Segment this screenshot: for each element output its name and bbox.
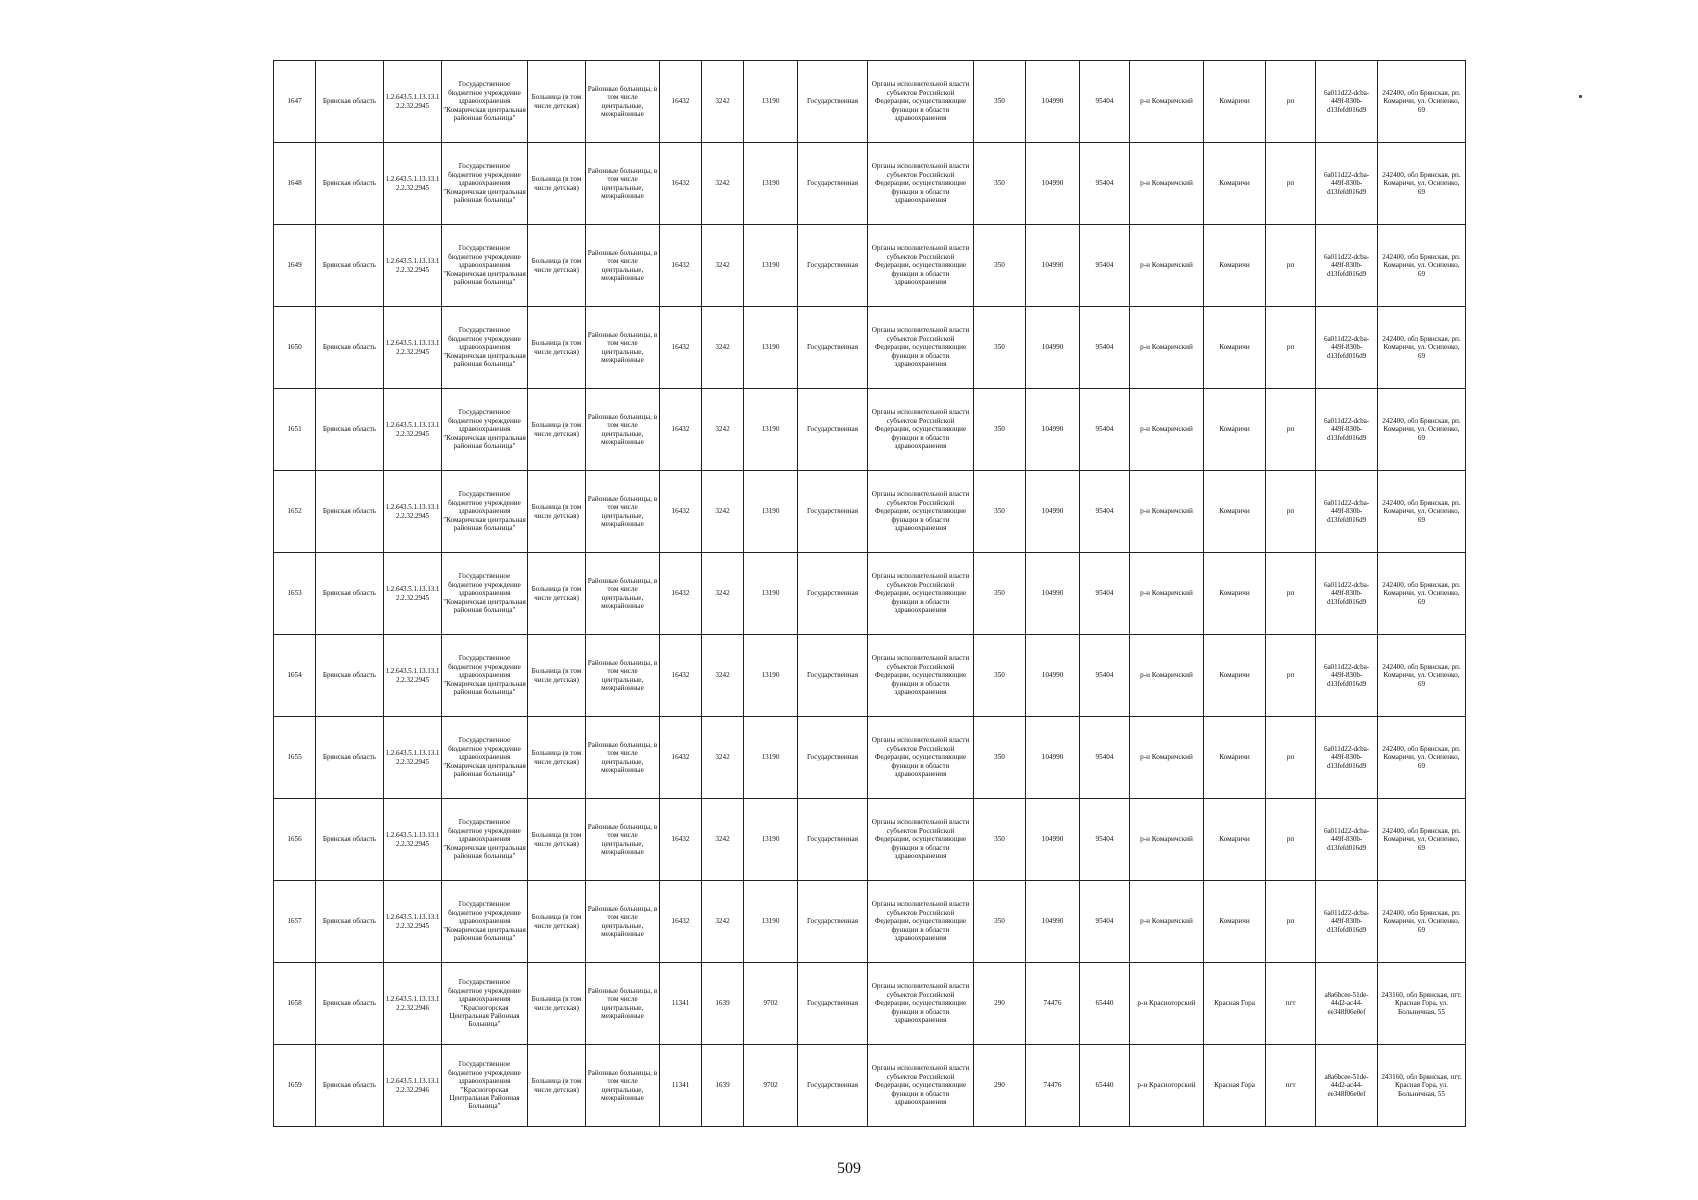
value-6-cell: 95404	[1080, 143, 1130, 225]
facility-kind-cell: Районные больницы, в том числе центральные, межрайонные	[586, 225, 660, 307]
address-cell: 242400, обл Брянская, рп. Комаричи, ул. Осипенко, 69	[1378, 307, 1466, 389]
value-4-cell: 350	[974, 717, 1026, 799]
value-1-cell: 16432	[660, 143, 702, 225]
table-body	[274, 61, 1466, 1127]
registry-code-cell: 1.2.643.5.1.13.13.12.2.32.2946	[384, 963, 442, 1045]
authority-cell: Органы исполнительной власти субъектов Российской Федерации, осуществляющие функции в области здравоохранения	[868, 963, 974, 1045]
locality-type-cell: рп	[1266, 553, 1316, 635]
organization-name-cell: Государственное бюджетное учреждение здравоохранения "Красногорская Центральная Районная Больница"	[442, 1045, 528, 1127]
ownership-cell: Государственная	[798, 553, 868, 635]
locality-cell: Комаричи	[1204, 635, 1266, 717]
value-3-cell: 13190	[744, 389, 798, 471]
facility-type-cell: Больница (в том числе детская)	[528, 881, 586, 963]
registry-code-cell: 1.2.643.5.1.13.13.12.2.32.2945	[384, 553, 442, 635]
district-cell: р-н Комаричский	[1130, 307, 1204, 389]
value-6-cell: 95404	[1080, 471, 1130, 553]
guid-cell: 6a011d22-dcba-449f-830b-d13fefd016d9	[1316, 471, 1378, 553]
locality-cell: Комаричи	[1204, 307, 1266, 389]
facility-type-cell: Больница (в том числе детская)	[528, 61, 586, 143]
ownership-cell: Государственная	[798, 963, 868, 1045]
address-cell: 242400, обл Брянская, рп. Комаричи, ул. Осипенко, 69	[1378, 471, 1466, 553]
facility-kind-cell: Районные больницы, в том числе центральные, межрайонные	[586, 799, 660, 881]
value-3-cell: 13190	[744, 307, 798, 389]
guid-cell: 6a011d22-dcba-449f-830b-d13fefd016d9	[1316, 717, 1378, 799]
table-row	[274, 553, 1466, 635]
row-number: 1647	[274, 61, 316, 143]
organization-name-cell: Государственное бюджетное учреждение здравоохранения "Красногорская Центральная Районная Больница"	[442, 963, 528, 1045]
row-number: 1655	[274, 717, 316, 799]
facility-kind-cell: Районные больницы, в том числе центральные, межрайонные	[586, 471, 660, 553]
guid-cell: 6a011d22-dcba-449f-830b-d13fefd016d9	[1316, 553, 1378, 635]
organization-name-cell: Государственное бюджетное учреждение здравоохранения "Комаричская центральная районная больница"	[442, 307, 528, 389]
value-3-cell: 9702	[744, 1045, 798, 1127]
locality-type-cell: рп	[1266, 881, 1316, 963]
row-number: 1651	[274, 389, 316, 471]
value-6-cell: 95404	[1080, 553, 1130, 635]
facility-kind-cell: Районные больницы, в том числе центральные, межрайонные	[586, 635, 660, 717]
region-cell: Брянская область	[316, 635, 384, 717]
value-1-cell: 11341	[660, 963, 702, 1045]
registry-code-cell: 1.2.643.5.1.13.13.12.2.32.2945	[384, 143, 442, 225]
district-cell: р-н Комаричский	[1130, 389, 1204, 471]
organization-name-cell: Государственное бюджетное учреждение здравоохранения "Комаричская центральная районная больница"	[442, 61, 528, 143]
region-cell: Брянская область	[316, 553, 384, 635]
facility-type-cell: Больница (в том числе детская)	[528, 143, 586, 225]
locality-type-cell: рп	[1266, 143, 1316, 225]
row-number: 1652	[274, 471, 316, 553]
value-3-cell: 13190	[744, 143, 798, 225]
region-cell: Брянская область	[316, 799, 384, 881]
guid-cell: a8a6bcee-51de-44d2-ac44-ee348f06e0ef	[1316, 963, 1378, 1045]
address-cell: 242400, обл Брянская, рп. Комаричи, ул. Осипенко, 69	[1378, 717, 1466, 799]
authority-cell: Органы исполнительной власти субъектов Российской Федерации, осуществляющие функции в области здравоохранения	[868, 635, 974, 717]
district-cell: р-н Красногорский	[1130, 1045, 1204, 1127]
facility-kind-cell: Районные больницы, в том числе центральные, межрайонные	[586, 881, 660, 963]
registry-code-cell: 1.2.643.5.1.13.13.12.2.32.2946	[384, 1045, 442, 1127]
value-3-cell: 13190	[744, 61, 798, 143]
region-cell: Брянская область	[316, 1045, 384, 1127]
ownership-cell: Государственная	[798, 881, 868, 963]
registry-code-cell: 1.2.643.5.1.13.13.12.2.32.2945	[384, 881, 442, 963]
organization-name-cell: Государственное бюджетное учреждение здравоохранения "Комаричская центральная районная больница"	[442, 143, 528, 225]
value-2-cell: 3242	[702, 307, 744, 389]
region-cell: Брянская область	[316, 471, 384, 553]
authority-cell: Органы исполнительной власти субъектов Российской Федерации, осуществляющие функции в области здравоохранения	[868, 881, 974, 963]
table-row	[274, 881, 1466, 963]
value-5-cell: 104990	[1026, 635, 1080, 717]
registry-code-cell: 1.2.643.5.1.13.13.12.2.32.2945	[384, 799, 442, 881]
locality-cell: Комаричи	[1204, 717, 1266, 799]
district-cell: р-н Красногорский	[1130, 963, 1204, 1045]
locality-cell: Комаричи	[1204, 61, 1266, 143]
district-cell: р-н Комаричский	[1130, 143, 1204, 225]
value-2-cell: 3242	[702, 799, 744, 881]
value-5-cell: 74476	[1026, 963, 1080, 1045]
organization-name-cell: Государственное бюджетное учреждение здравоохранения "Комаричская центральная районная больница"	[442, 553, 528, 635]
guid-cell: 6a011d22-dcba-449f-830b-d13fefd016d9	[1316, 225, 1378, 307]
value-3-cell: 9702	[744, 963, 798, 1045]
facility-kind-cell: Районные больницы, в том числе центральные, межрайонные	[586, 553, 660, 635]
value-1-cell: 16432	[660, 553, 702, 635]
region-cell: Брянская область	[316, 225, 384, 307]
value-6-cell: 95404	[1080, 799, 1130, 881]
row-number: 1657	[274, 881, 316, 963]
table-row	[274, 225, 1466, 307]
guid-cell: 6a011d22-dcba-449f-830b-d13fefd016d9	[1316, 143, 1378, 225]
guid-cell: 6a011d22-dcba-449f-830b-d13fefd016d9	[1316, 389, 1378, 471]
authority-cell: Органы исполнительной власти субъектов Российской Федерации, осуществляющие функции в области здравоохранения	[868, 799, 974, 881]
guid-cell: 6a011d22-dcba-449f-830b-d13fefd016d9	[1316, 881, 1378, 963]
region-cell: Брянская область	[316, 61, 384, 143]
page-number: 509	[837, 1160, 861, 1177]
value-5-cell: 104990	[1026, 307, 1080, 389]
value-1-cell: 16432	[660, 61, 702, 143]
value-1-cell: 16432	[660, 635, 702, 717]
ownership-cell: Государственная	[798, 307, 868, 389]
organization-name-cell: Государственное бюджетное учреждение здравоохранения "Комаричская центральная районная больница"	[442, 635, 528, 717]
row-number: 1649	[274, 225, 316, 307]
address-cell: 242400, обл Брянская, рп. Комаричи, ул. Осипенко, 69	[1378, 225, 1466, 307]
authority-cell: Органы исполнительной власти субъектов Российской Федерации, осуществляющие функции в области здравоохранения	[868, 1045, 974, 1127]
region-cell: Брянская область	[316, 389, 384, 471]
value-5-cell: 104990	[1026, 389, 1080, 471]
district-cell: р-н Комаричский	[1130, 225, 1204, 307]
value-4-cell: 350	[974, 881, 1026, 963]
locality-type-cell: рп	[1266, 225, 1316, 307]
facility-kind-cell: Районные больницы, в том числе центральные, межрайонные	[586, 143, 660, 225]
table-row	[274, 717, 1466, 799]
address-cell: 242400, обл Брянская, рп. Комаричи, ул. Осипенко, 69	[1378, 61, 1466, 143]
registry-code-cell: 1.2.643.5.1.13.13.12.2.32.2945	[384, 635, 442, 717]
value-4-cell: 350	[974, 635, 1026, 717]
registry-code-cell: 1.2.643.5.1.13.13.12.2.32.2945	[384, 389, 442, 471]
value-5-cell: 74476	[1026, 1045, 1080, 1127]
ownership-cell: Государственная	[798, 471, 868, 553]
table-row	[274, 307, 1466, 389]
locality-type-cell: рп	[1266, 471, 1316, 553]
table-row	[274, 635, 1466, 717]
organization-name-cell: Государственное бюджетное учреждение здравоохранения "Комаричская центральная районная больница"	[442, 225, 528, 307]
row-number: 1658	[274, 963, 316, 1045]
value-5-cell: 104990	[1026, 143, 1080, 225]
facility-type-cell: Больница (в том числе детская)	[528, 389, 586, 471]
facility-type-cell: Больница (в том числе детская)	[528, 799, 586, 881]
facility-kind-cell: Районные больницы, в том числе центральные, межрайонные	[586, 307, 660, 389]
value-6-cell: 95404	[1080, 307, 1130, 389]
value-4-cell: 350	[974, 471, 1026, 553]
locality-cell: Комаричи	[1204, 471, 1266, 553]
ownership-cell: Государственная	[798, 1045, 868, 1127]
table-row	[274, 963, 1466, 1045]
facility-type-cell: Больница (в том числе детская)	[528, 717, 586, 799]
organization-name-cell: Государственное бюджетное учреждение здравоохранения "Комаричская центральная районная больница"	[442, 389, 528, 471]
organization-name-cell: Государственное бюджетное учреждение здравоохранения "Комаричская центральная районная больница"	[442, 471, 528, 553]
table-row	[274, 389, 1466, 471]
organization-name-cell: Государственное бюджетное учреждение здравоохранения "Комаричская центральная районная больница"	[442, 881, 528, 963]
region-cell: Брянская область	[316, 963, 384, 1045]
organization-name-cell: Государственное бюджетное учреждение здравоохранения "Комаричская центральная районная больница"	[442, 717, 528, 799]
facility-type-cell: Больница (в том числе детская)	[528, 225, 586, 307]
value-3-cell: 13190	[744, 225, 798, 307]
locality-cell: Комаричи	[1204, 881, 1266, 963]
region-cell: Брянская область	[316, 717, 384, 799]
row-number: 1654	[274, 635, 316, 717]
value-4-cell: 290	[974, 963, 1026, 1045]
facility-type-cell: Больница (в том числе детская)	[528, 1045, 586, 1127]
ownership-cell: Государственная	[798, 717, 868, 799]
value-5-cell: 104990	[1026, 61, 1080, 143]
locality-type-cell: рп	[1266, 717, 1316, 799]
table-row	[274, 1045, 1466, 1127]
locality-type-cell: рп	[1266, 61, 1316, 143]
value-1-cell: 16432	[660, 471, 702, 553]
region-cell: Брянская область	[316, 881, 384, 963]
scan-speck	[1579, 95, 1582, 98]
registry-code-cell: 1.2.643.5.1.13.13.12.2.32.2945	[384, 717, 442, 799]
facility-kind-cell: Районные больницы, в том числе центральные, межрайонные	[586, 389, 660, 471]
value-1-cell: 16432	[660, 717, 702, 799]
authority-cell: Органы исполнительной власти субъектов Российской Федерации, осуществляющие функции в области здравоохранения	[868, 143, 974, 225]
row-number: 1650	[274, 307, 316, 389]
value-6-cell: 65440	[1080, 1045, 1130, 1127]
district-cell: р-н Комаричский	[1130, 61, 1204, 143]
value-1-cell: 16432	[660, 881, 702, 963]
registry-code-cell: 1.2.643.5.1.13.13.12.2.32.2945	[384, 225, 442, 307]
row-number: 1656	[274, 799, 316, 881]
registry-code-cell: 1.2.643.5.1.13.13.12.2.32.2945	[384, 61, 442, 143]
value-1-cell: 16432	[660, 389, 702, 471]
facility-type-cell: Больница (в том числе детская)	[528, 635, 586, 717]
ownership-cell: Государственная	[798, 143, 868, 225]
value-1-cell: 16432	[660, 225, 702, 307]
value-2-cell: 3242	[702, 553, 744, 635]
value-3-cell: 13190	[744, 881, 798, 963]
guid-cell: 6a011d22-dcba-449f-830b-d13fefd016d9	[1316, 61, 1378, 143]
value-3-cell: 13190	[744, 471, 798, 553]
locality-type-cell: пгт	[1266, 1045, 1316, 1127]
value-4-cell: 350	[974, 225, 1026, 307]
district-cell: р-н Комаричский	[1130, 553, 1204, 635]
facility-type-cell: Больница (в том числе детская)	[528, 471, 586, 553]
authority-cell: Органы исполнительной власти субъектов Российской Федерации, осуществляющие функции в области здравоохранения	[868, 389, 974, 471]
value-2-cell: 3242	[702, 881, 744, 963]
row-number: 1659	[274, 1045, 316, 1127]
value-2-cell: 3242	[702, 143, 744, 225]
address-cell: 242400, обл Брянская, рп. Комаричи, ул. Осипенко, 69	[1378, 553, 1466, 635]
authority-cell: Органы исполнительной власти субъектов Российской Федерации, осуществляющие функции в области здравоохранения	[868, 61, 974, 143]
authority-cell: Органы исполнительной власти субъектов Российской Федерации, осуществляющие функции в области здравоохранения	[868, 717, 974, 799]
ownership-cell: Государственная	[798, 799, 868, 881]
facility-type-cell: Больница (в том числе детская)	[528, 307, 586, 389]
address-cell: 242400, обл Брянская, рп. Комаричи, ул. Осипенко, 69	[1378, 143, 1466, 225]
registry-code-cell: 1.2.643.5.1.13.13.12.2.32.2945	[384, 471, 442, 553]
value-2-cell: 3242	[702, 635, 744, 717]
locality-cell: Комаричи	[1204, 799, 1266, 881]
registry-code-cell: 1.2.643.5.1.13.13.12.2.32.2945	[384, 307, 442, 389]
value-4-cell: 350	[974, 61, 1026, 143]
value-6-cell: 95404	[1080, 881, 1130, 963]
locality-type-cell: пгт	[1266, 963, 1316, 1045]
value-5-cell: 104990	[1026, 471, 1080, 553]
locality-cell: Комаричи	[1204, 143, 1266, 225]
value-4-cell: 350	[974, 553, 1026, 635]
authority-cell: Органы исполнительной власти субъектов Российской Федерации, осуществляющие функции в области здравоохранения	[868, 553, 974, 635]
address-cell: 242400, обл Брянская, рп. Комаричи, ул. Осипенко, 69	[1378, 635, 1466, 717]
value-3-cell: 13190	[744, 717, 798, 799]
locality-cell: Комаричи	[1204, 225, 1266, 307]
address-cell: 243160, обл Брянская, пгт. Красная Гора, ул. Больничная, 55	[1378, 1045, 1466, 1127]
facility-kind-cell: Районные больницы, в том числе центральные, межрайонные	[586, 717, 660, 799]
value-6-cell: 95404	[1080, 389, 1130, 471]
district-cell: р-н Комаричский	[1130, 717, 1204, 799]
facility-type-cell: Больница (в том числе детская)	[528, 553, 586, 635]
row-number: 1653	[274, 553, 316, 635]
locality-cell: Комаричи	[1204, 553, 1266, 635]
region-cell: Брянская область	[316, 307, 384, 389]
locality-type-cell: рп	[1266, 389, 1316, 471]
district-cell: р-н Комаричский	[1130, 635, 1204, 717]
value-5-cell: 104990	[1026, 225, 1080, 307]
table-row	[274, 471, 1466, 553]
value-1-cell: 16432	[660, 307, 702, 389]
value-4-cell: 290	[974, 1045, 1026, 1127]
value-5-cell: 104990	[1026, 717, 1080, 799]
locality-cell: Красная Гора	[1204, 963, 1266, 1045]
address-cell: 242400, обл Брянская, рп. Комаричи, ул. Осипенко, 69	[1378, 881, 1466, 963]
value-2-cell: 3242	[702, 389, 744, 471]
value-6-cell: 95404	[1080, 61, 1130, 143]
value-2-cell: 3242	[702, 717, 744, 799]
value-2-cell: 3242	[702, 61, 744, 143]
value-6-cell: 95404	[1080, 635, 1130, 717]
value-3-cell: 13190	[744, 635, 798, 717]
value-5-cell: 104990	[1026, 799, 1080, 881]
facility-kind-cell: Районные больницы, в том числе центральные, межрайонные	[586, 1045, 660, 1127]
locality-type-cell: рп	[1266, 307, 1316, 389]
locality-type-cell: рп	[1266, 635, 1316, 717]
guid-cell: 6a011d22-dcba-449f-830b-d13fefd016d9	[1316, 799, 1378, 881]
ownership-cell: Государственная	[798, 389, 868, 471]
district-cell: р-н Комаричский	[1130, 799, 1204, 881]
locality-cell: Красная Гора	[1204, 1045, 1266, 1127]
authority-cell: Органы исполнительной власти субъектов Российской Федерации, осуществляющие функции в области здравоохранения	[868, 307, 974, 389]
value-6-cell: 95404	[1080, 717, 1130, 799]
guid-cell: 6a011d22-dcba-449f-830b-d13fefd016d9	[1316, 307, 1378, 389]
address-cell: 243160, обл Брянская, пгт. Красная Гора, ул. Больничная, 55	[1378, 963, 1466, 1045]
value-4-cell: 350	[974, 307, 1026, 389]
ownership-cell: Государственная	[798, 635, 868, 717]
value-1-cell: 16432	[660, 799, 702, 881]
ownership-cell: Государственная	[798, 61, 868, 143]
value-2-cell: 3242	[702, 225, 744, 307]
value-4-cell: 350	[974, 143, 1026, 225]
guid-cell: 6a011d22-dcba-449f-830b-d13fefd016d9	[1316, 635, 1378, 717]
district-cell: р-н Комаричский	[1130, 471, 1204, 553]
value-1-cell: 11341	[660, 1045, 702, 1127]
address-cell: 242400, обл Брянская, рп. Комаричи, ул. Осипенко, 69	[1378, 389, 1466, 471]
region-cell: Брянская область	[316, 143, 384, 225]
value-5-cell: 104990	[1026, 881, 1080, 963]
facility-kind-cell: Районные больницы, в том числе центральные, межрайонные	[586, 963, 660, 1045]
value-2-cell: 1639	[702, 963, 744, 1045]
facility-kind-cell: Районные больницы, в том числе центральные, межрайонные	[586, 61, 660, 143]
table-row	[274, 799, 1466, 881]
value-2-cell: 3242	[702, 471, 744, 553]
organization-name-cell: Государственное бюджетное учреждение здравоохранения "Комаричская центральная районная больница"	[442, 799, 528, 881]
value-2-cell: 1639	[702, 1045, 744, 1127]
locality-type-cell: рп	[1266, 799, 1316, 881]
value-3-cell: 13190	[744, 799, 798, 881]
authority-cell: Органы исполнительной власти субъектов Российской Федерации, осуществляющие функции в области здравоохранения	[868, 225, 974, 307]
value-5-cell: 104990	[1026, 553, 1080, 635]
table-row	[274, 61, 1466, 143]
value-6-cell: 95404	[1080, 225, 1130, 307]
address-cell: 242400, обл Брянская, рп. Комаричи, ул. Осипенко, 69	[1378, 799, 1466, 881]
value-6-cell: 65440	[1080, 963, 1130, 1045]
district-cell: р-н Комаричский	[1130, 881, 1204, 963]
locality-cell: Комаричи	[1204, 389, 1266, 471]
guid-cell: a8a6bcee-51de-44d2-ac44-ee348f06e0ef	[1316, 1045, 1378, 1127]
row-number: 1648	[274, 143, 316, 225]
value-3-cell: 13190	[744, 553, 798, 635]
ownership-cell: Государственная	[798, 225, 868, 307]
value-4-cell: 350	[974, 799, 1026, 881]
facility-table	[273, 60, 1466, 1127]
table-row	[274, 143, 1466, 225]
value-4-cell: 350	[974, 389, 1026, 471]
authority-cell: Органы исполнительной власти субъектов Российской Федерации, осуществляющие функции в области здравоохранения	[868, 471, 974, 553]
facility-type-cell: Больница (в том числе детская)	[528, 963, 586, 1045]
